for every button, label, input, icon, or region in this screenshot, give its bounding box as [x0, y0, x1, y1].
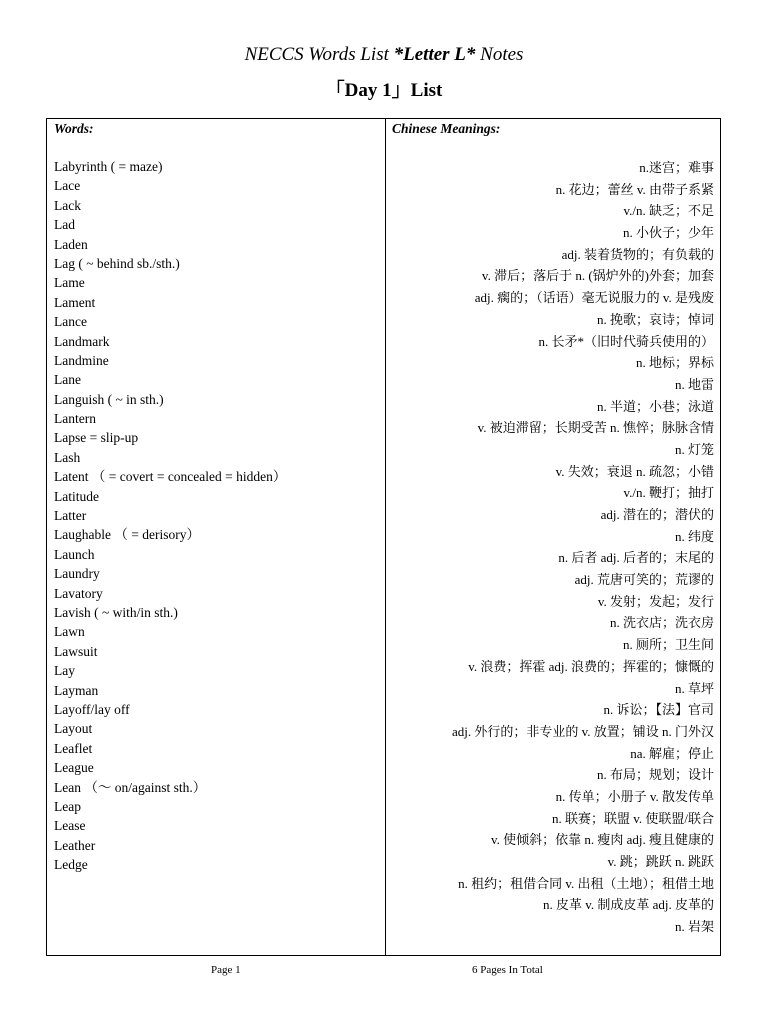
meaning-item: adj. 潜在的；潜伏的: [600, 507, 714, 522]
page-total: 6 Pages In Total: [472, 964, 543, 976]
meaning-item: v./n. 缺乏；不足: [623, 203, 714, 219]
meaning-item: n. 草坪: [674, 680, 714, 696]
word-item: Leather: [54, 837, 96, 853]
page-number: Page 1: [211, 964, 241, 976]
word-item: Landmine: [54, 352, 109, 368]
word-item: Lad: [54, 217, 75, 233]
word-item: Ledge: [54, 857, 88, 873]
word-item: Languish ( ~ in sth.): [54, 391, 164, 407]
word-item: Layman: [54, 682, 99, 698]
word-item: Latitude: [54, 488, 99, 504]
meaning-item: v. 失效；衰退 n. 疏忽；小错: [555, 463, 714, 479]
meaning-item: v. 使倾斜；依靠 n. 瘦肉 adj. 瘦且健康的: [490, 832, 714, 848]
word-item: Laundry: [54, 566, 100, 582]
meaning-item: adj. 瘸的；（话语）毫无说服力的 v. 是残废: [474, 290, 714, 306]
meaning-item: v./n. 鞭打；抽打: [623, 485, 714, 501]
word-item: Lavatory: [54, 585, 103, 601]
word-item: Lapse = slip-up: [54, 430, 139, 446]
word-item: Layout: [54, 721, 93, 737]
meaning-item: n. 长矛*（旧时代骑兵使用的）: [538, 333, 714, 349]
meaning-item: n. 租约；租借合同 v. 出租（土地）；租借土地: [458, 875, 714, 891]
words-column-header: Words:: [54, 121, 94, 136]
meaning-item: n. 厕所；卫生间: [622, 637, 714, 653]
word-item: Lack: [54, 197, 81, 213]
word-item: Lavish ( ~ with/in sth.): [54, 604, 178, 620]
word-item: Lag ( ~ behind sb./sth.): [54, 255, 180, 271]
word-item: Lame: [54, 275, 85, 291]
meaning-item: n. 挽歌；哀诗；悼词: [596, 311, 714, 327]
word-item: Laden: [54, 236, 88, 252]
meaning-item: n. 诉讼；【法】官司: [603, 702, 714, 718]
meaning-item: v. 被迫滞留；长期受苦 n. 憔悴；脉脉含情: [477, 420, 714, 436]
words-list: [54, 157, 382, 874]
word-item: Laughable （ = derisory）: [54, 527, 200, 543]
meaning-item: n. 半道；小巷；泳道: [596, 398, 714, 414]
meanings-column-header: Chinese Meanings:: [392, 121, 501, 136]
vocabulary-table: [46, 118, 721, 956]
meaning-item: n. 地雷: [674, 376, 714, 392]
meaning-item: n. 联赛；联盟 v. 使联盟/联合: [551, 810, 714, 826]
meaning-item: n. 纬度: [674, 528, 714, 544]
word-item: Lawsuit: [54, 643, 98, 659]
word-item: Lease: [54, 818, 86, 834]
word-item: Lawn: [54, 624, 85, 640]
word-item: Leap: [54, 798, 81, 814]
meaning-item: adj. 装着货物的；有负载的: [561, 246, 714, 262]
word-item: Layoff/lay off: [54, 701, 130, 717]
word-item: Lance: [54, 314, 87, 330]
word-item: Lace: [54, 178, 81, 194]
word-item: Leaflet: [54, 740, 93, 756]
word-item: Lay: [54, 663, 75, 679]
word-item: League: [54, 760, 94, 776]
meanings-list: [388, 157, 714, 938]
day-subtitle: 「Day 1」List: [325, 80, 443, 101]
column-divider: [385, 119, 386, 955]
meaning-item: n. 传单；小册子 v. 散发传单: [555, 788, 714, 804]
word-item: Lane: [54, 372, 81, 388]
meaning-item: adj. 荒唐可笑的；荒谬的: [574, 572, 714, 588]
meaning-item: n.迷宫；难事: [639, 160, 714, 175]
meaning-item: n. 小伙子；少年: [622, 225, 714, 241]
word-item: Launch: [54, 546, 95, 562]
word-item: Latter: [54, 508, 87, 524]
meaning-item: n. 皮革 v. 制成皮革 adj. 皮革的: [542, 897, 714, 913]
meaning-item: v. 滞后；落后于 n. (锅炉外的)外套；加套: [481, 268, 714, 284]
meaning-item: n. 地标；界标: [635, 355, 714, 371]
word-item: Landmark: [54, 333, 110, 349]
meaning-item: v. 发射；发起；发行: [597, 593, 714, 609]
word-item: Lantern: [54, 411, 96, 427]
meaning-item: n. 布局；规划；设计: [596, 767, 714, 783]
meaning-item: n. 花边；蕾丝 v. 由带子系紧: [555, 181, 714, 197]
meaning-item: na. 解雇；停止: [630, 745, 714, 761]
word-item: Labyrinth ( = maze): [54, 159, 163, 174]
title-prefix: NECCS Words List: [244, 44, 394, 65]
word-item: Lean （～ on/against sth.）: [54, 779, 207, 795]
document-title: [0, 42, 768, 68]
word-item: Lash: [54, 449, 81, 465]
meaning-item: v. 浪费；挥霍 adj. 浪费的；挥霍的；慷慨的: [468, 658, 714, 674]
title-bold: *Letter L*: [393, 44, 476, 65]
meaning-item: n. 灯笼: [674, 441, 714, 457]
meaning-item: n. 岩架: [674, 919, 714, 935]
meaning-item: n. 后者 adj. 后者的；末尾的: [558, 550, 714, 566]
meaning-item: v. 跳；跳跃 n. 跳跃: [607, 854, 714, 869]
word-item: Latent （ = covert = concealed = hidden）: [54, 469, 287, 485]
title-suffix: Notes: [475, 44, 524, 65]
meaning-item: n. 洗衣店；洗衣房: [609, 615, 714, 631]
meaning-item: adj. 外行的；非专业的 v. 放置；铺设 n. 门外汉: [451, 723, 714, 739]
word-item: Lament: [54, 294, 96, 310]
